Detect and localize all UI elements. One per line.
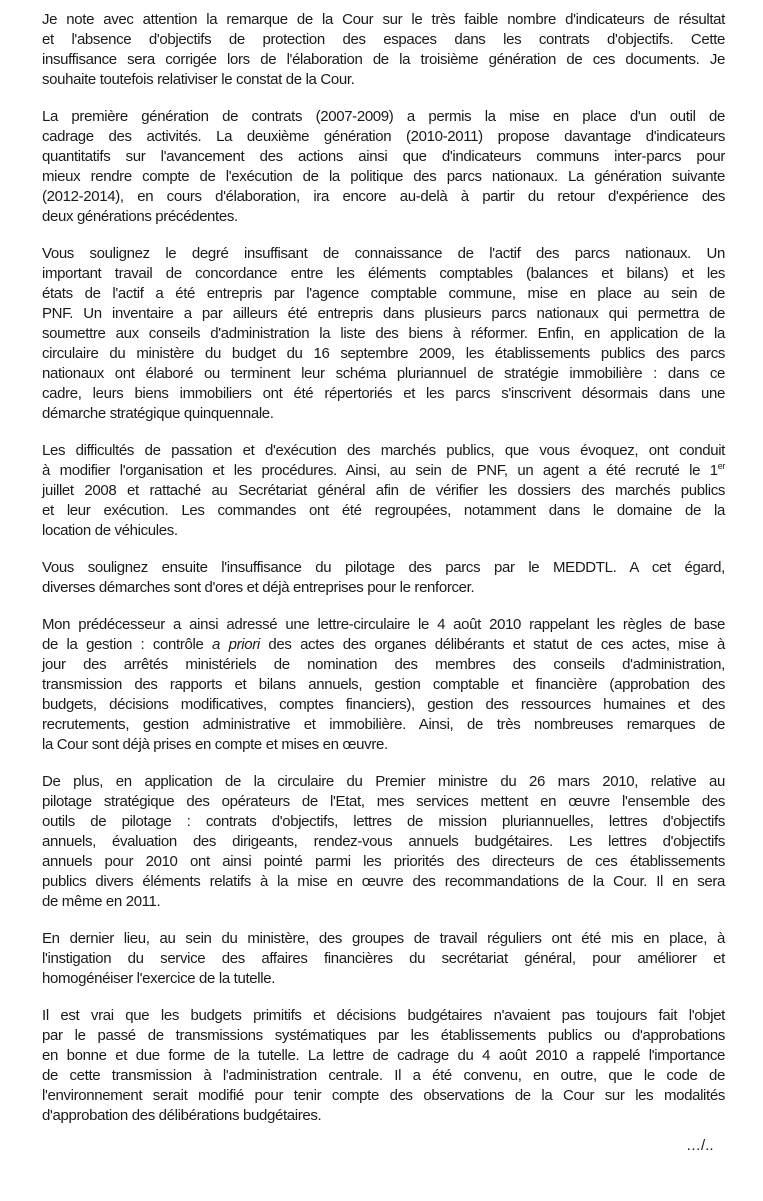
text-line: pilotage stratégique des opérateurs de l'Etat, mes services mettent en œuvre l'ensemble des [42,793,725,810]
text-line: quantitatifs sur l'avancement des actions ainsi que d'indicateurs communs inter-parcs pour [42,148,725,165]
text-line [42,635,725,655]
text-line: Mon prédécesseur a ainsi adressé une lettre-circulaire le 4 août 2010 rappelant les règles de base [42,616,725,633]
italic-text: a priori [212,636,260,653]
text-line: La première génération de contrats (2007-2009) a permis la mise en place d'un outil de [42,108,725,125]
text-segment: à modifier l'organisation et les procédures. Ainsi, au sein de PNF, un agent a été recruté le 1 [42,462,718,479]
text-line [42,461,725,481]
text-line: (2012-2014), en cours d'élaboration, ira encore au-delà à partir du retour d'expérience des [42,188,725,205]
text-line: En dernier lieu, au sein du ministère, des groupes de travail réguliers ont été mis en place, à [42,930,725,947]
text-line: souhaite toutefois relativiser le constat de la Cour. [42,71,355,88]
text-line: annuels pour 2010 ont ainsi pointé parmi les priorités des directeurs de ces établissements [42,853,725,870]
text-line: juillet 2008 et rattaché au Secrétariat général afin de vérifier les dossiers des marchés publics [42,482,725,499]
text-line: l'environnement serait modifié pour tenir compte des observations de la Cour sur les modalités [42,1087,725,1104]
text-line: mieux rendre compte de l'exécution de la politique des parcs nationaux. La génération suivante [42,168,725,185]
text-line: cadrage des activités. La deuxième génération (2010-2011) propose davantage d'indicateurs [42,128,725,145]
text-line: circulaire du ministère du budget du 16 septembre 2009, les établissements publics des parcs [42,345,725,362]
paragraph-1 [42,10,725,90]
text-line: diverses démarches sont d'ores et déjà entreprises pour le renforcer. [42,579,475,596]
letter-body [42,10,725,1143]
paragraph-2 [42,107,725,227]
text-line: PNF. Un inventaire a par ailleurs été entrepris dans plusieurs parcs nationaux qui permettra de [42,305,725,322]
text-line: recrutements, gestion administrative et immobilière. Ainsi, de très nombreuses remarques de [42,716,725,733]
text-line: De plus, en application de la circulaire du Premier ministre du 26 mars 2010, relative au [42,773,725,790]
continuation-mark: …/.. [686,1137,714,1154]
text-line: et leur exécution. Les commandes ont été regroupées, notamment dans le domaine de la [42,502,725,519]
text-line: Je note avec attention la remarque de la Cour sur le très faible nombre d'indicateurs de résultat [42,11,725,28]
text-line: la Cour sont déjà prises en compte et mises en œuvre. [42,736,388,753]
text-line: démarche stratégique quinquennale. [42,405,274,422]
text-line: important travail de concordance entre les éléments comptables (balances et bilans) et les [42,265,725,282]
text-line: et l'absence d'objectifs de protection des espaces dans les contrats d'objectifs. Cette [42,31,725,48]
text-line: l'instigation du service des affaires financières du secrétariat général, pour améliorer et [42,950,725,967]
text-line: cadre, leurs biens immobiliers ont été répertoriés et les parcs s'inscrivent désormais dans une [42,385,725,402]
text-line: outils de pilotage : contrats d'objectifs, lettres de mission pluriannuelles, lettres d'objectifs [42,813,725,830]
text-line: Vous soulignez le degré insuffisant de connaissance de l'actif des parcs nationaux. Un [42,245,725,262]
text-line: homogénéiser l'exercice de la tutelle. [42,970,276,987]
text-segment: des actes des organes délibérants et statut de ces actes, mise à [259,636,725,653]
text-line: budgets, décisions modificatives, comptes financiers), gestion des ressources humaines et des [42,696,725,713]
paragraph-7 [42,772,725,912]
paragraph-8 [42,929,725,989]
paragraph-5 [42,558,725,598]
paragraph-3 [42,244,725,424]
text-line: d'approbation des délibérations budgétaires. [42,1107,322,1124]
text-line: Il est vrai que les budgets primitifs et décisions budgétaires n'avaient pas toujours fait l'objet [42,1007,725,1024]
text-line: insuffisance sera corrigée lors de l'élaboration de la troisième génération de ces documents. Je [42,51,725,68]
paragraph-6 [42,615,725,755]
text-line: annuels, évaluation des dirigeants, rendez-vous annuels budgétaires. Les lettres d'objectifs [42,833,725,850]
text-line: en bonne et due forme de la tutelle. La lettre de cadrage du 4 août 2010 a rappelé l'importance [42,1047,725,1064]
text-line: transmission des rapports et bilans annuels, gestion comptable et financière (approbation des [42,676,725,693]
text-line: Vous soulignez ensuite l'insuffisance du pilotage des parcs par le MEDDTL. A cet égard, [42,559,725,576]
paragraph-4 [42,441,725,541]
text-line: par le passé de transmissions systématiques par les établissements publics ou d'approbations [42,1027,725,1044]
superscript: er [717,461,725,471]
text-line: jour des arrêtés ministériels de nomination des membres des conseils d'administration, [42,656,725,673]
text-segment: de la gestion : contrôle [42,636,213,653]
text-line: états de l'actif a été entrepris par l'agence comptable commune, mise en place au sein de [42,285,725,302]
paragraph-9 [42,1006,725,1126]
text-line: location de véhicules. [42,522,178,539]
text-line: de cette transmission à l'administration centrale. Il a été convenu, en outre, que le code de [42,1067,725,1084]
text-line: soumettre aux conseils d'administration la liste des biens à réformer. Enfin, en application de la [42,325,725,342]
text-line: nationaux ont élaboré ou terminent leur schéma pluriannuel de stratégie immobilière : dans ce [42,365,725,382]
text-line: deux générations précédentes. [42,208,238,225]
text-line: de même en 2011. [42,893,161,910]
text-line: publics divers éléments relatifs à la mise en œuvre des recommandations de la Cour. Il en sera [42,873,725,890]
text-line: Les difficultés de passation et d'exécution des marchés publics, que vous évoquez, ont conduit [42,442,725,459]
